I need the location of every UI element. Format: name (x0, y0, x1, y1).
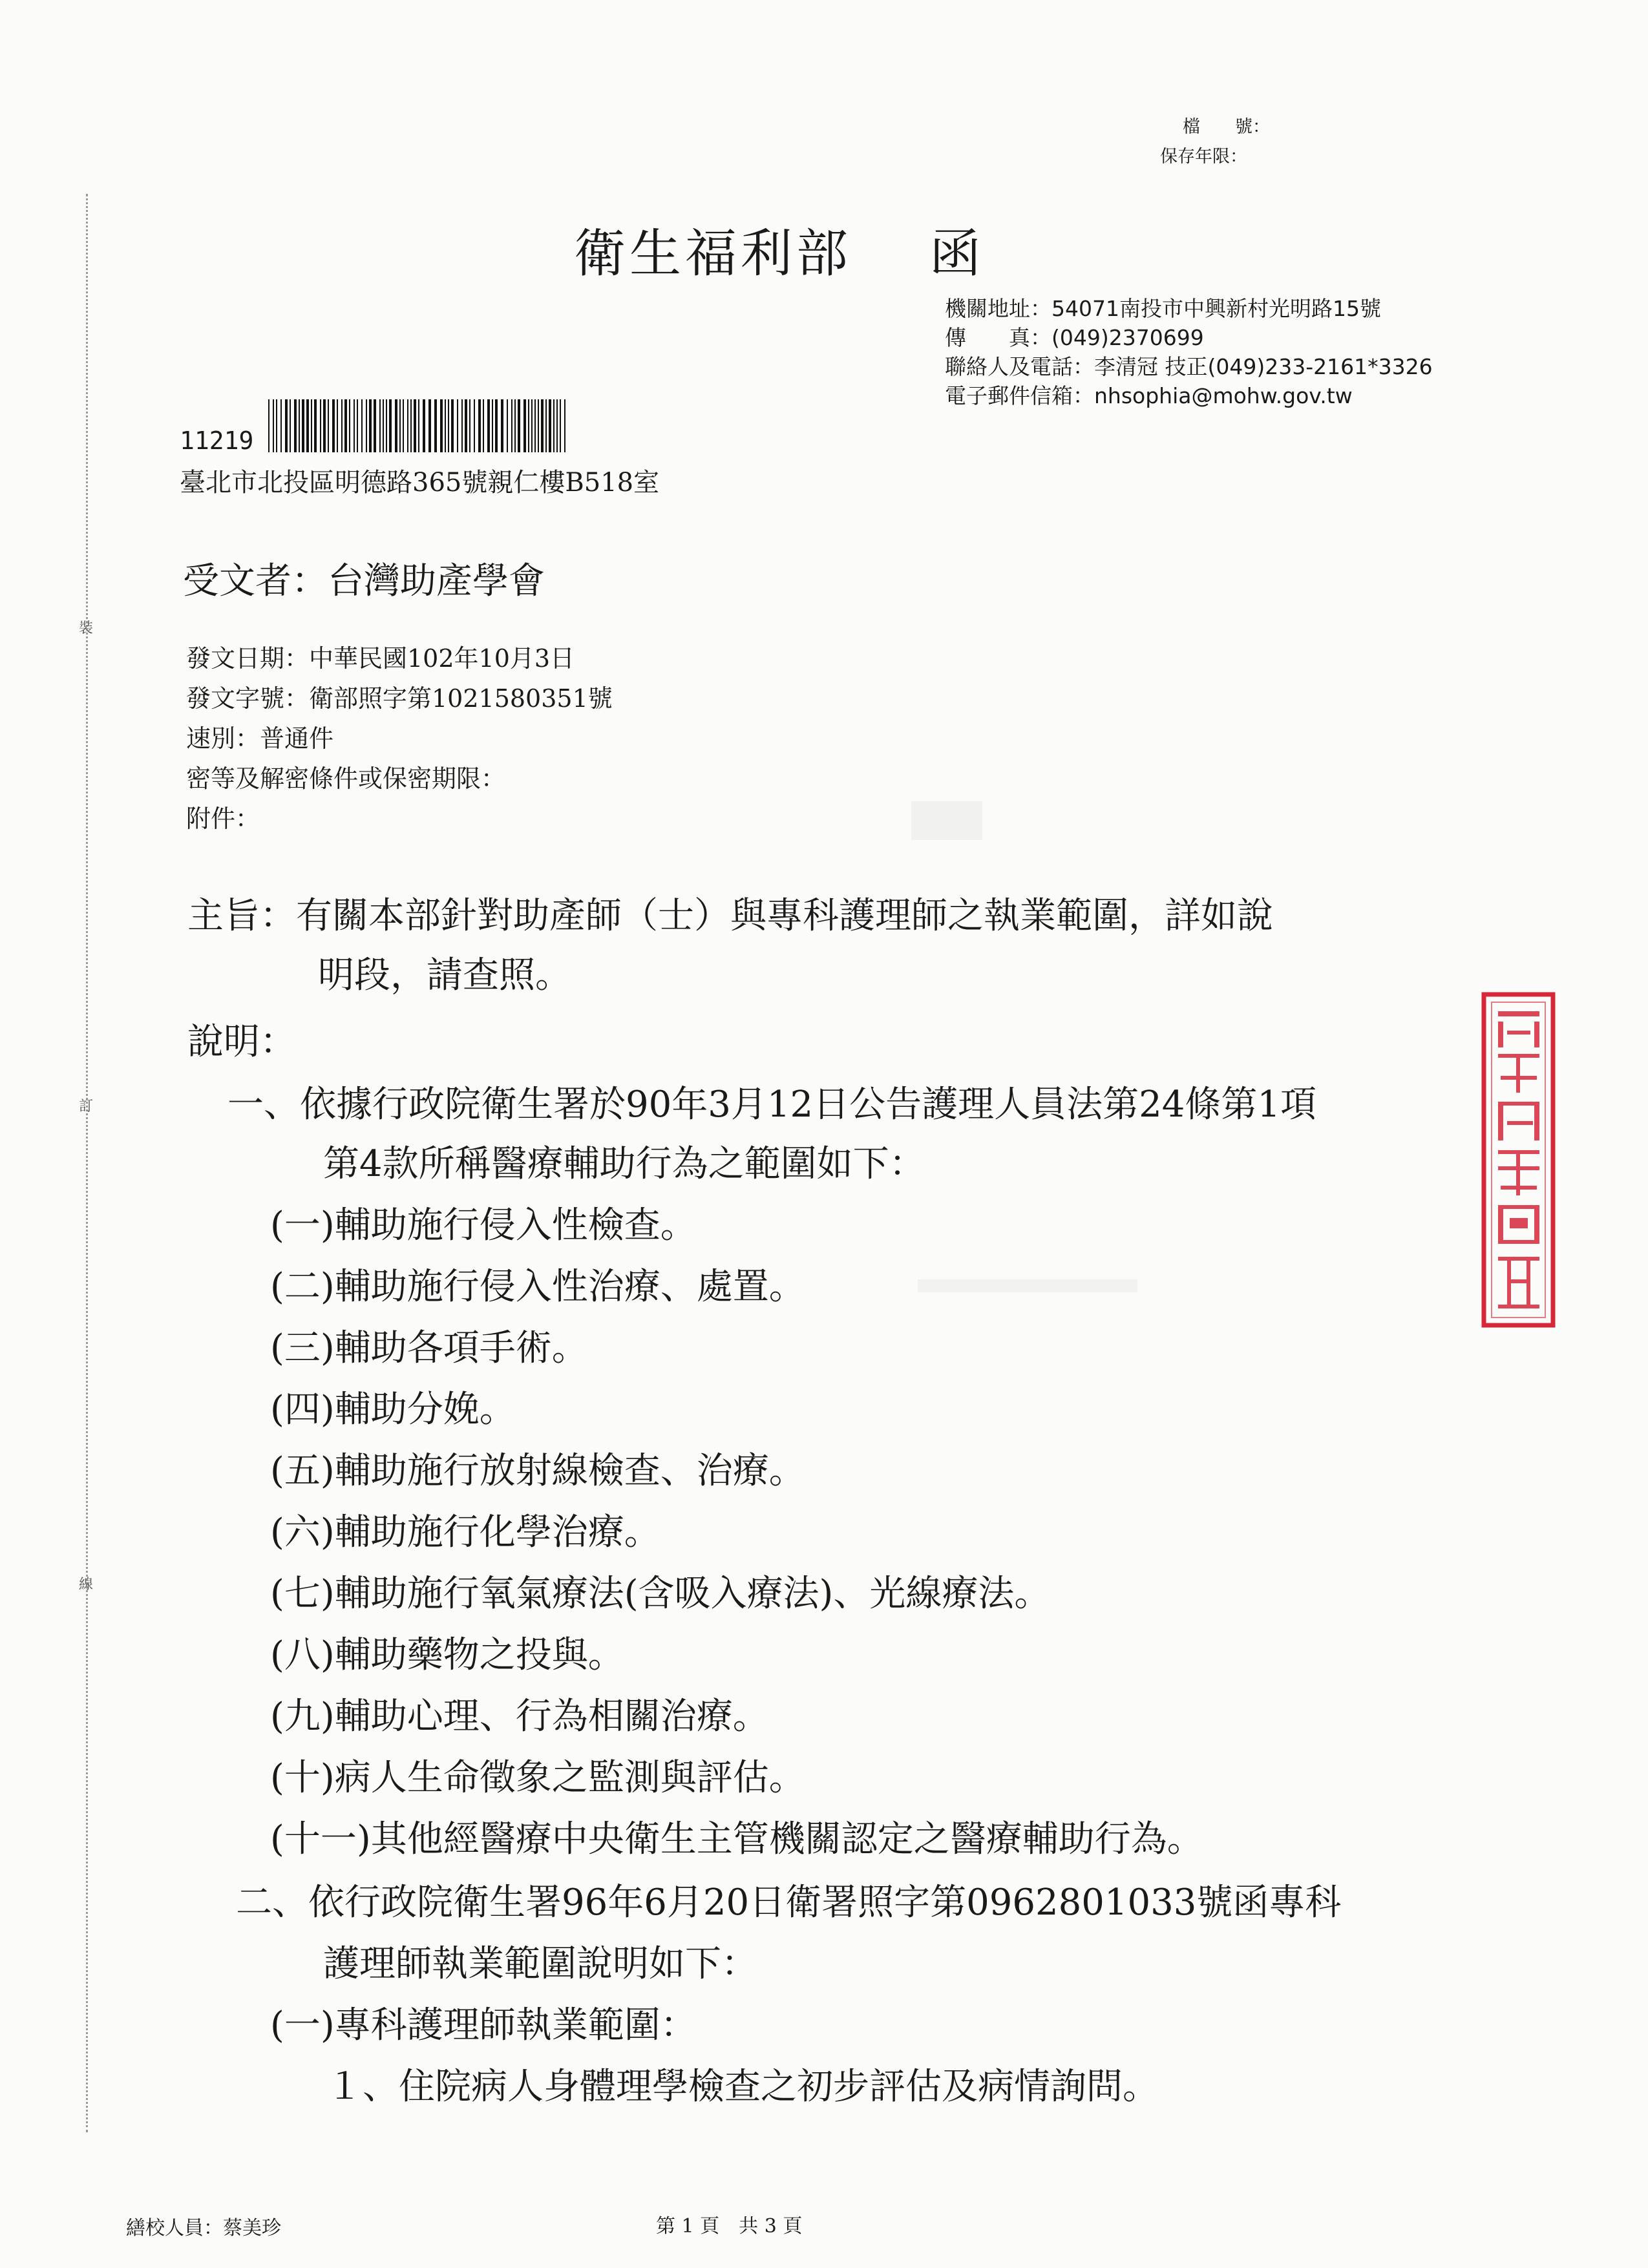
barcode-bar (354, 399, 355, 452)
barcode-bar (349, 399, 350, 452)
barcode-bar (507, 399, 508, 452)
section-2-item-1: １、住院病人身體理學檢查之初步評估及病情詢問。 (326, 2066, 1159, 2108)
barcode-bar (492, 399, 493, 452)
issue-date: 發文日期：中華民國102年10月3日 (186, 644, 575, 673)
barcode-bar (560, 399, 561, 452)
barcode-bar (299, 399, 300, 452)
barcode-bar (451, 399, 454, 452)
barcode-bar (407, 399, 408, 452)
document-title (574, 212, 985, 286)
recipient: 受文者：台灣助產學會 (183, 560, 545, 602)
barcode (268, 399, 569, 452)
barcode-bar (556, 399, 558, 452)
barcode-bar (518, 399, 520, 452)
barcode-bar (399, 399, 401, 452)
document-number: 發文字號：衛部照字第1021580351號 (186, 684, 613, 713)
subject-line-1: 主旨：有關本部針對助產師（士）與專科護理師之執業範圍，詳如說 (187, 895, 1273, 937)
bleed-through-mark (918, 1279, 1137, 1292)
contact-address: 機關地址：54071南投市中興新村光明路15號 (945, 296, 1381, 321)
barcode-bar (320, 399, 321, 452)
barcode-bar (531, 399, 533, 452)
barcode-bar (414, 399, 416, 452)
barcode-bar (549, 399, 551, 452)
barcode-bar (495, 399, 498, 452)
barcode-bar (273, 399, 274, 452)
barcode-bar (478, 399, 481, 452)
barcode-bar (357, 399, 358, 452)
barcode-bar (553, 399, 555, 452)
barcode-bar (541, 399, 544, 452)
barcode-bar (564, 399, 565, 452)
barcode-bar (514, 399, 516, 452)
explanation-heading: 說明： (187, 1021, 296, 1063)
section-1-line-2: 第4款所稱醫療輔助行為之範圍如下： (323, 1143, 925, 1185)
proofreader: 繕校人員：蔡美珍 (126, 2217, 281, 2240)
list-item: (八)輔助藥物之投與。 (270, 1634, 624, 1676)
binding-line (86, 194, 88, 2132)
barcode-bar (344, 399, 347, 452)
doc-type: 函 (929, 224, 985, 284)
barcode-bar (423, 399, 425, 452)
agency-name: 衛生福利部 (574, 224, 852, 284)
barcode-bar (386, 399, 387, 452)
barcode-bar (511, 399, 512, 452)
barcode-bar (314, 399, 317, 452)
barcode-bar (538, 399, 539, 452)
list-item: (一)輔助施行侵入性檢查。 (270, 1204, 697, 1246)
binding-mark-xian: 線 (79, 1577, 94, 1593)
section-2-line-2: 護理師執業範圍說明如下： (323, 1943, 757, 1985)
barcode-bar (369, 399, 372, 452)
barcode-bar (474, 399, 475, 452)
barcode-bar (374, 399, 376, 452)
section-2-line-1: 二、依行政院衛生署96年6月20日衛署照字第0962801033號函專科 (236, 1882, 1342, 1924)
barcode-bar (395, 399, 397, 452)
barcode-bar (302, 399, 304, 452)
barcode-bar (434, 399, 437, 452)
list-item: (五)輔助施行放射線檢查、治療。 (270, 1450, 805, 1492)
barcode-bar (306, 399, 309, 452)
barcode-bar (383, 399, 384, 452)
barcode-bar (465, 399, 467, 452)
barcode-bar (523, 399, 526, 452)
barcode-bar (469, 399, 470, 452)
list-item: (九)輔助心理、行為相關治療。 (270, 1696, 769, 1738)
barcode-bar (294, 399, 297, 452)
barcode-bar (337, 399, 338, 452)
barcode-bar (341, 399, 343, 452)
barcode-bar (311, 399, 312, 452)
contact-email: 電子郵件信箱：nhsophia@mohw.gov.tw (945, 383, 1353, 408)
bleed-through-mark (911, 801, 982, 840)
mailing-address: 臺北市北投區明德路365號親仁樓B518室 (180, 468, 660, 498)
barcode-bar (418, 399, 419, 452)
barcode-bar (323, 399, 326, 452)
list-item: (三)輔助各項手術。 (270, 1327, 588, 1369)
subject-line-2: 明段，請查照。 (318, 954, 571, 996)
barcode-bar (534, 399, 536, 452)
secrecy-level: 密等及解密條件或保密期限： (186, 764, 506, 793)
binding-mark-ding: 訂 (79, 1098, 94, 1115)
list-item: (七)輔助施行氧氣療法(含吸入療法)、光線療法。 (270, 1573, 1051, 1615)
barcode-bar (366, 399, 367, 452)
list-item: (六)輔助施行化學治療。 (270, 1511, 660, 1553)
list-item: (十一)其他經醫療中央衛生主管機關認定之醫療輔助行為。 (270, 1818, 1203, 1860)
barcode-bar (280, 399, 282, 452)
barcode-bar (483, 399, 484, 452)
list-item: (二)輔助施行侵入性治療、處置。 (270, 1266, 805, 1308)
barcode-bar (332, 399, 335, 452)
barcode-bar (379, 399, 381, 452)
barcode-bar (361, 399, 363, 452)
barcode-bar (461, 399, 463, 452)
barcode-bar (440, 399, 443, 452)
barcode-bar (501, 399, 503, 452)
barcode-bar (545, 399, 547, 452)
barcode-bar (410, 399, 412, 452)
binding-mark-zhuang: 裝 (79, 620, 94, 636)
contact-fax: 傳 真：(049)2370699 (945, 325, 1204, 350)
contact-person: 聯絡人及電話：李清冠 技正(049)233-2161*3326 (945, 354, 1433, 379)
barcode-bar (268, 399, 269, 452)
barcode-bar (290, 399, 291, 452)
barcode-bar (457, 399, 458, 452)
barcode-bar (285, 399, 288, 452)
section-2-sub-1: (一)專科護理師執業範圍： (270, 2004, 697, 2046)
attachment: 附件： (186, 804, 260, 833)
barcode-bar (528, 399, 529, 452)
list-item: (四)輔助分娩。 (270, 1389, 516, 1431)
section-1-line-1: 一、依據行政院衛生署於90年3月12日公告護理人員法第24條第1項 (227, 1084, 1317, 1126)
barcode-bar (428, 399, 431, 452)
barcode-bar (403, 399, 404, 452)
barcode-bar (328, 399, 329, 452)
file-number-label: 檔 號： (1183, 117, 1270, 137)
barcode-bar (389, 399, 392, 452)
barcode-bar (445, 399, 446, 452)
official-seal (1481, 992, 1556, 1328)
barcode-bar (276, 399, 277, 452)
page-number: 第 1 頁 共 3 頁 (656, 2215, 803, 2238)
barcode-bar (487, 399, 490, 452)
list-item: (十)病人生命徵象之監測與評估。 (270, 1757, 805, 1799)
retention-label: 保存年限： (1160, 147, 1247, 167)
postal-code: 11219 (180, 426, 254, 455)
barcode-bar (448, 399, 449, 452)
delivery-speed: 速別：普通件 (186, 724, 334, 753)
